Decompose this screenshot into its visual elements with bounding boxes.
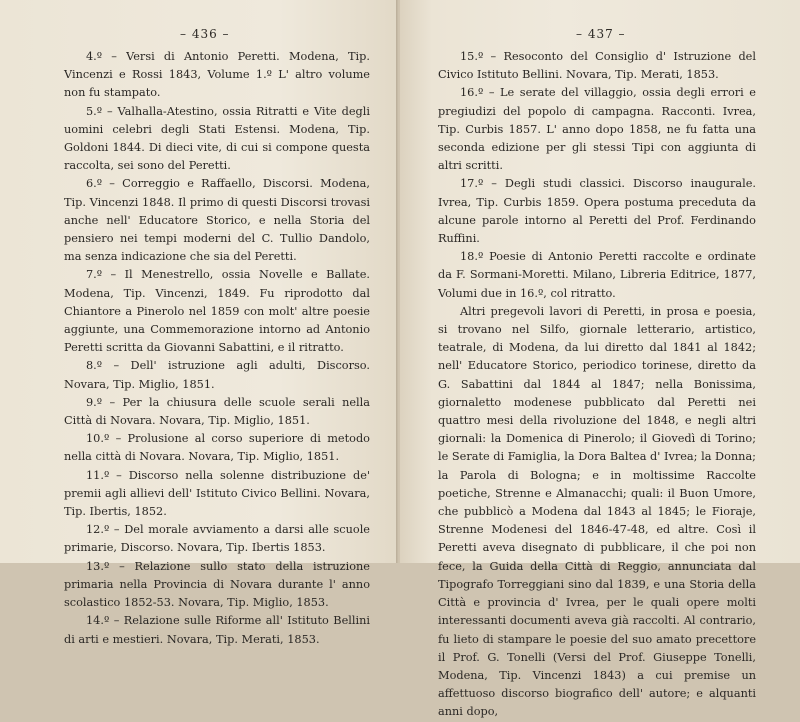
right-page <box>400 0 800 719</box>
bibliography-entry: 4.º – Versi di Antonio Peretti. Modena, Tip. Vincenzi e Rossi 1843, Volume 1.º L' altro volume non fu stampato. <box>64 50 370 100</box>
bibliography-entry: 9.º – Per la chiusura delle scuole serali nella Città di Novara. Novara, Tip. Miglio, 1851. <box>64 395 370 428</box>
bibliography-entry: 17.º – Degli studi classici. Discorso inaugurale. Ivrea, Tip. Curbis 1859. Opera postuma preceduta da alcune parole intorno al Peretti del Prof. Ferdinando Ruffini. <box>438 177 756 246</box>
bibliography-entry: 16.º – Le serate del villaggio, ossia degli errori e pregiudizi del popolo di campagna. Racconti. Ivrea, Tip. Curbis 1857. L' anno dopo 1858, ne fu fatta una seconda edizione per gli stessi Tipi con aggiunta di altri scritti. <box>438 86 756 173</box>
bibliography-entry: 11.º – Discorso nella solenne distribuzione de' premii agli allievi dell' Istituto Civico Bellini. Novara, Tip. Ibertis, 1852. <box>64 468 370 519</box>
bibliography-entry: 18.º Poesie di Antonio Peretti raccolte e ordinate da F. Sormani-Moretti. Milano, Libreria Editrice, 1877, Volumi due in 16.º, col ritratto. <box>438 250 756 300</box>
bibliography-entry: 14.º – Relazione sulle Riforme all' Istituto Bellini di arti e mestieri. Novara, Tip. Merati, 1853. <box>64 614 370 646</box>
bibliography-entry: 7.º – Il Menestrello, ossia Novelle e Ballate. Modena, Tip. Vincenzi, 1849. Fu riprodotto dal Chiantore a Pinerolo nel 1859 con molt' altre poesie aggiunte, una Commemorazione intorno ad Antonio Peretti scritta da Giovanni Sabattini, e il ritratto. <box>64 268 370 355</box>
bibliography-entry: 12.º – Del morale avviamento a darsi alle scuole primarie, Discorso. Novara, Tip. Ibertis 1853. <box>64 523 370 555</box>
bibliography-entry: 6.º – Correggio e Raffaello, Discorsi. Modena, Tip. Vincenzi 1848. Il primo di questi Discorsi trovasi anche nell' Educatore Storico, e nella Storia del pensiero nei tempi moderni del C. Tullio Dandolo, ma senza indicazione che sia del Peretti. <box>64 177 370 264</box>
page-number: – 437 – <box>576 27 626 41</box>
bibliography-entry: 15.º – Resoconto del Consiglio d' Istruzione del Civico Istituto Bellini. Novara, Tip. Merati, 1853. <box>438 50 756 82</box>
bibliography-entry: 13.º – Relazione sullo stato della istruzione primaria nella Provincia di Novara durante l' anno scolastico 1852-53. Novara, Tip. Miglio, 1853. <box>64 559 370 610</box>
page-number: – 436 – <box>180 27 230 41</box>
page-body <box>64 48 370 649</box>
bibliography-entry: 10.º – Prolusione al corso superiore di metodo nella città di Novara. Novara, Tip. Miglio, 1851. <box>64 432 370 464</box>
left-page <box>0 0 398 646</box>
body-paragraph: Altri pregevoli lavori di Peretti, in prosa e poesia, si trovano nel Silfo, giornale letterario, artistico, teatrale, di Modena, da lui diretto dal 1841 al 1842; nell' Educatore Storico, periodico torinese, diretto da G. Sabattini dal 1844 al 1847; nella Bonissima, giornaletto modenese pubblicato dal Peretti nei quattro mesi della rivoluzione del 1848, e negli altri giornali: la Domenica di Pinerolo; il Giovedì di Torino; le Serate di Famiglia, la Dora Baltea d' Ivrea; la Donna; la Parola di Bologna; e in moltissime Raccolte poetiche, Strenne e Almanacchi; quali: il Buon Umore, che pubblicò a Modena dal 1843 al 1845; le Fioraje, Strenne Modenesi del 1846-47-48, ed altre. Così il Peretti aveva disegnato di pubblicare, il che poi non fece, la Guida della Città di Reggio, annunciata dal Tipografo Torreggiani sino dal 1839, e una Storia della Città e provincia d' Ivrea, per le quali opere molti interessanti documenti aveva già raccolti. Al contrario, fu lieto di stampare le poesie del suo amato precettore il Prof. G. Tonelli (Versi del Prof. Giuseppe Tonelli, Modena, Tip. Vincenzi 1843) a cui premise un affettuoso discorso biografico dell' autore; e alquanti anni dopo, <box>438 304 756 719</box>
bibliography-entry: 8.º – Dell' istruzione agli adulti, Discorso. Novara, Tip. Miglio, 1851. <box>64 359 370 391</box>
page-body <box>438 48 756 722</box>
bibliography-entry: 5.º – Valhalla-Atestino, ossia Ritratti e Vite degli uomini celebri degli Stati Estensi. Modena, Tip. Goldoni 1844. Di dieci vite, di cui si compone questa raccolta, sei sono del Peretti. <box>64 104 370 173</box>
